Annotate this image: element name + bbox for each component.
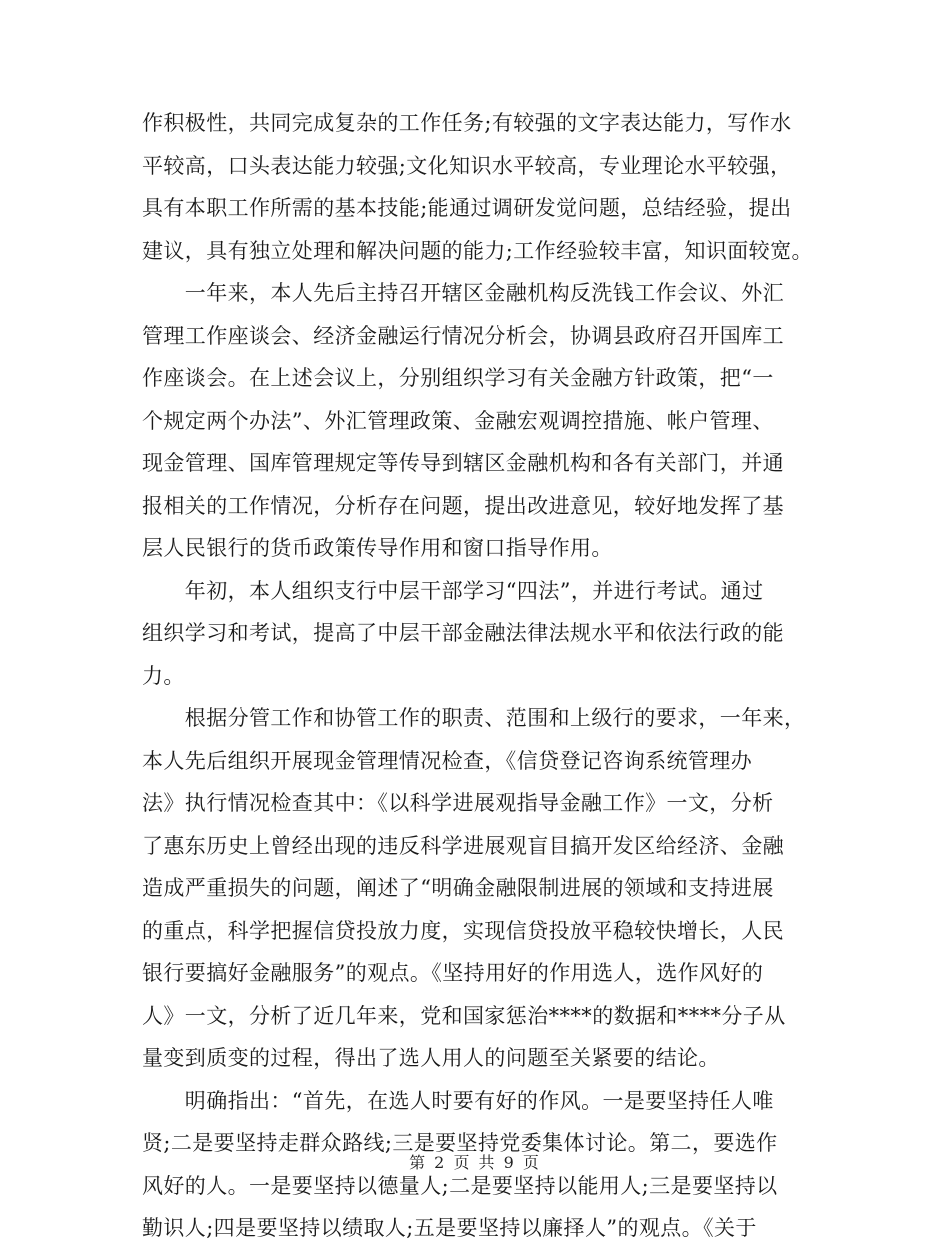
text-line: 风好的人。一是要坚持以德量人;二是要坚持以能用人;三是要坚持以	[142, 1173, 778, 1198]
text-line: 造成严重损失的问题，阐述了“明确金融限制进展的领域和支持进展	[142, 876, 774, 900]
text-line: 报相关的工作情况，分析存在问题，提出改进意见，较好地发挥了基	[142, 493, 784, 518]
text-line: 现金管理、国库管理规定等传导到辖区金融机构和各有关部门，并通	[142, 451, 784, 475]
text-line: 建议，具有独立处理和解决问题的能力;工作经验较丰富，知识面较宽。	[142, 238, 813, 263]
text-line: 作积极性，共同完成复杂的工作任务;有较强的文字表达能力，写作水	[142, 111, 792, 135]
text-line: 的重点，科学把握信贷投放力度，实现信贷投放平稳较快增长，人民	[142, 918, 784, 943]
text-line: 个规定两个办法”、外汇管理政策、金融宏观调控措施、帐户管理、	[142, 408, 774, 433]
text-line: 年初，本人组织支行中层干部学习“四法”，并进行考试。通过	[142, 578, 764, 603]
text-line: 量变到质变的过程，得出了选人用人的问题至关紧要的结论。	[142, 1046, 720, 1070]
text-line: 作座谈会。在上述会议上，分别组织学习有关金融方针政策，把“一	[142, 366, 774, 390]
page-number-footer: 第 2 页 共 9 页	[409, 1153, 541, 1172]
text-line: 勤识人;四是要坚持以绩取人;五是要坚持以廉择人”的观点。《关于	[142, 1216, 757, 1240]
text-line: 了惠东历史上曾经出现的违反科学进展观盲目搞开发区给经济、金融	[142, 833, 784, 858]
text-line: 管理工作座谈会、经济金融运行情况分析会，协调县政府召开国库工	[142, 323, 784, 348]
text-line: 法》执行情况检查其中：《以科学进展观指导金融工作》一文，分析	[142, 791, 774, 815]
text-line: 银行要搞好金融服务”的观点。《坚持用好的作用选人，选作风好的	[142, 961, 764, 985]
document-body	[142, 102, 813, 1250]
text-line: 力。	[142, 663, 185, 688]
text-line: 明确指出：“首先，在选人时要有好的作风。一是要坚持任人唯	[142, 1088, 774, 1113]
text-line: 根据分管工作和协管工作的职责、范围和上级行的要求，一年来，	[142, 706, 806, 730]
text-line: 具有本职工作所需的基本技能;能通过调研发觉问题，总结经验，提出	[142, 196, 792, 220]
text-line: 一年来，本人先后主持召开辖区金融机构反洗钱工作会议、外汇	[142, 281, 784, 305]
text-line: 人》一文，分析了近几年来，党和国家惩治****的数据和****分子从	[142, 1003, 786, 1028]
text-line: 本人先后组织开展现金管理情况检查，《信贷登记咨询系统管理办	[142, 748, 753, 773]
text-line: 层人民银行的货币政策传导作用和窗口指导作用。	[142, 536, 613, 560]
text-line: 贤;二是要坚持走群众路线;三是要坚持党委集体讨论。第二，要选作	[142, 1131, 778, 1155]
text-line: 平较高，口头表达能力较强;文化知识水平较高，专业理论水平较强，	[142, 153, 792, 178]
text-line: 组织学习和考试，提高了中层干部金融法律法规水平和依法行政的能	[142, 621, 784, 645]
